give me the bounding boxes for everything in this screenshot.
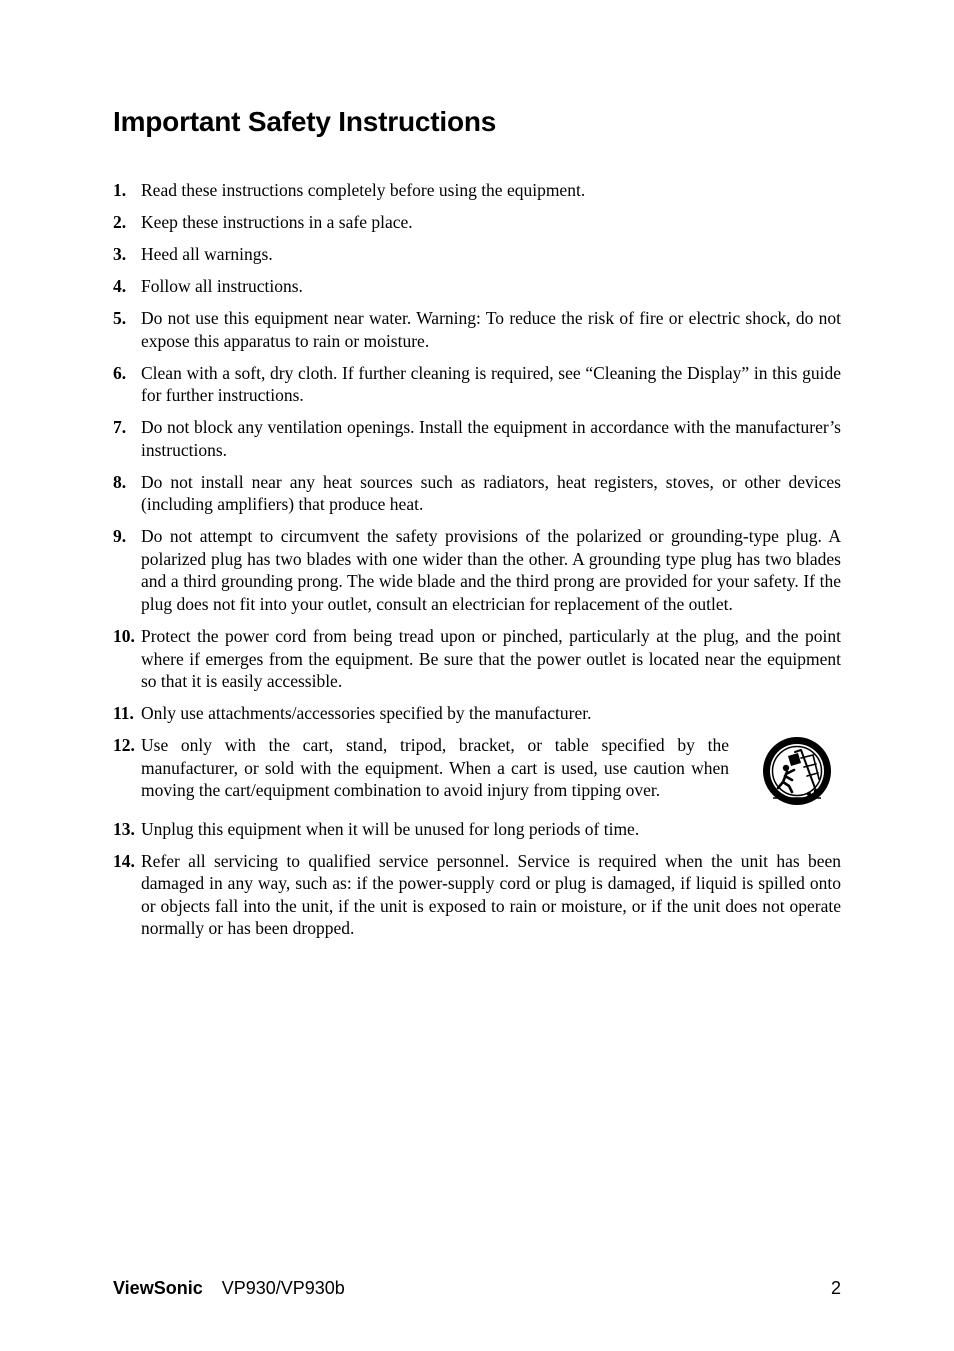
item-text: Heed all warnings. <box>141 243 273 264</box>
list-item <box>113 243 841 266</box>
list-item <box>113 471 841 516</box>
item-number: 11. <box>113 703 134 724</box>
item-number: 10. <box>113 626 135 647</box>
list-item <box>113 211 841 234</box>
item-number: 13. <box>113 818 135 839</box>
list-item <box>113 702 841 725</box>
item-text: Read these instructions completely before using the equipment. <box>141 180 586 200</box>
list-item <box>113 850 841 940</box>
cart-tip-over-warning-icon <box>761 736 833 808</box>
list-item <box>113 416 841 461</box>
item-number: 7. <box>113 417 127 438</box>
item-text: Use only with the cart, stand, tripod, bracket, or table specified by the manufacturer, or sold with the equipment. When a cart is used, use caution when moving the cart/equipment combination to avoid injury from tipping over. <box>141 735 729 801</box>
page-title: Important Safety Instructions <box>113 106 497 137</box>
figure-cell <box>729 734 841 808</box>
list-item <box>113 362 841 407</box>
footer-model: VP930/VP930b <box>221 1278 345 1298</box>
instruction-list <box>113 179 841 949</box>
item-number: 9. <box>113 526 127 547</box>
list-item <box>113 179 841 202</box>
item-text: Follow all instructions. <box>141 275 303 296</box>
list-item <box>113 307 841 352</box>
item-number: 3. <box>113 243 127 264</box>
item-number: 5. <box>113 307 127 328</box>
item-number: 8. <box>113 471 127 492</box>
page-number: 2 <box>830 1278 841 1298</box>
item-number: 14. <box>113 850 135 871</box>
item-number: 2. <box>113 211 127 232</box>
item-text: Refer all servicing to qualified service personnel. Service is required when the unit has been damaged in any way, such as: if the power-supply cord or plug is damaged, if liquid is spilled onto or objects fall into the unit, if the unit is exposed to rain or moisture, or if the unit does not operate normally or has been dropped. <box>141 850 841 939</box>
list-item <box>113 734 841 808</box>
list-item <box>113 818 841 841</box>
item-number: 12. <box>113 735 135 756</box>
item-text: Unplug this equipment when it will be unused for long periods of time. <box>141 818 640 839</box>
item-text: Protect the power cord from being tread upon or pinched, particularly at the plug, and the point where if emerges from the equipment. Be sure that the power outlet is located near the equipment so that it is easily accessible. <box>141 626 841 692</box>
item-text: Do not use this equipment near water. Warning: To reduce the risk of fire or electric shock, do not expose this apparatus to rain or moisture. <box>141 307 841 351</box>
item-number: 6. <box>113 362 127 383</box>
item-number: 4. <box>113 275 127 296</box>
list-item <box>113 525 841 615</box>
item-text: Only use attachments/accessories specified by the manufacturer. <box>141 703 592 724</box>
item-number: 1. <box>113 180 127 200</box>
page-footer <box>113 1276 841 1300</box>
list-item <box>113 625 841 693</box>
item-text: Do not install near any heat sources such as radiators, heat registers, stoves, or other devices (including amplifiers) that produce heat. <box>141 471 841 515</box>
list-item <box>113 275 841 298</box>
item-text: Keep these instructions in a safe place. <box>141 211 413 232</box>
item-text: Clean with a soft, dry cloth. If further cleaning is required, see “Cleaning the Display” in this guide for further instructions. <box>141 362 841 406</box>
item-text: Do not attempt to circumvent the safety provisions of the polarized or grounding-type plug. A polarized plug has two blades with one wider than the other. A grounding type plug has two blades and a third grounding prong. The wide blade and the third prong are provided for your safety. If the plug does not fit into your outlet, consult an electrician for replacement of the outlet. <box>141 526 841 615</box>
item-text: Do not block any ventilation openings. Install the equipment in accordance with the manufacturer’s instructions. <box>141 417 841 460</box>
footer-brand: ViewSonic <box>113 1278 203 1298</box>
